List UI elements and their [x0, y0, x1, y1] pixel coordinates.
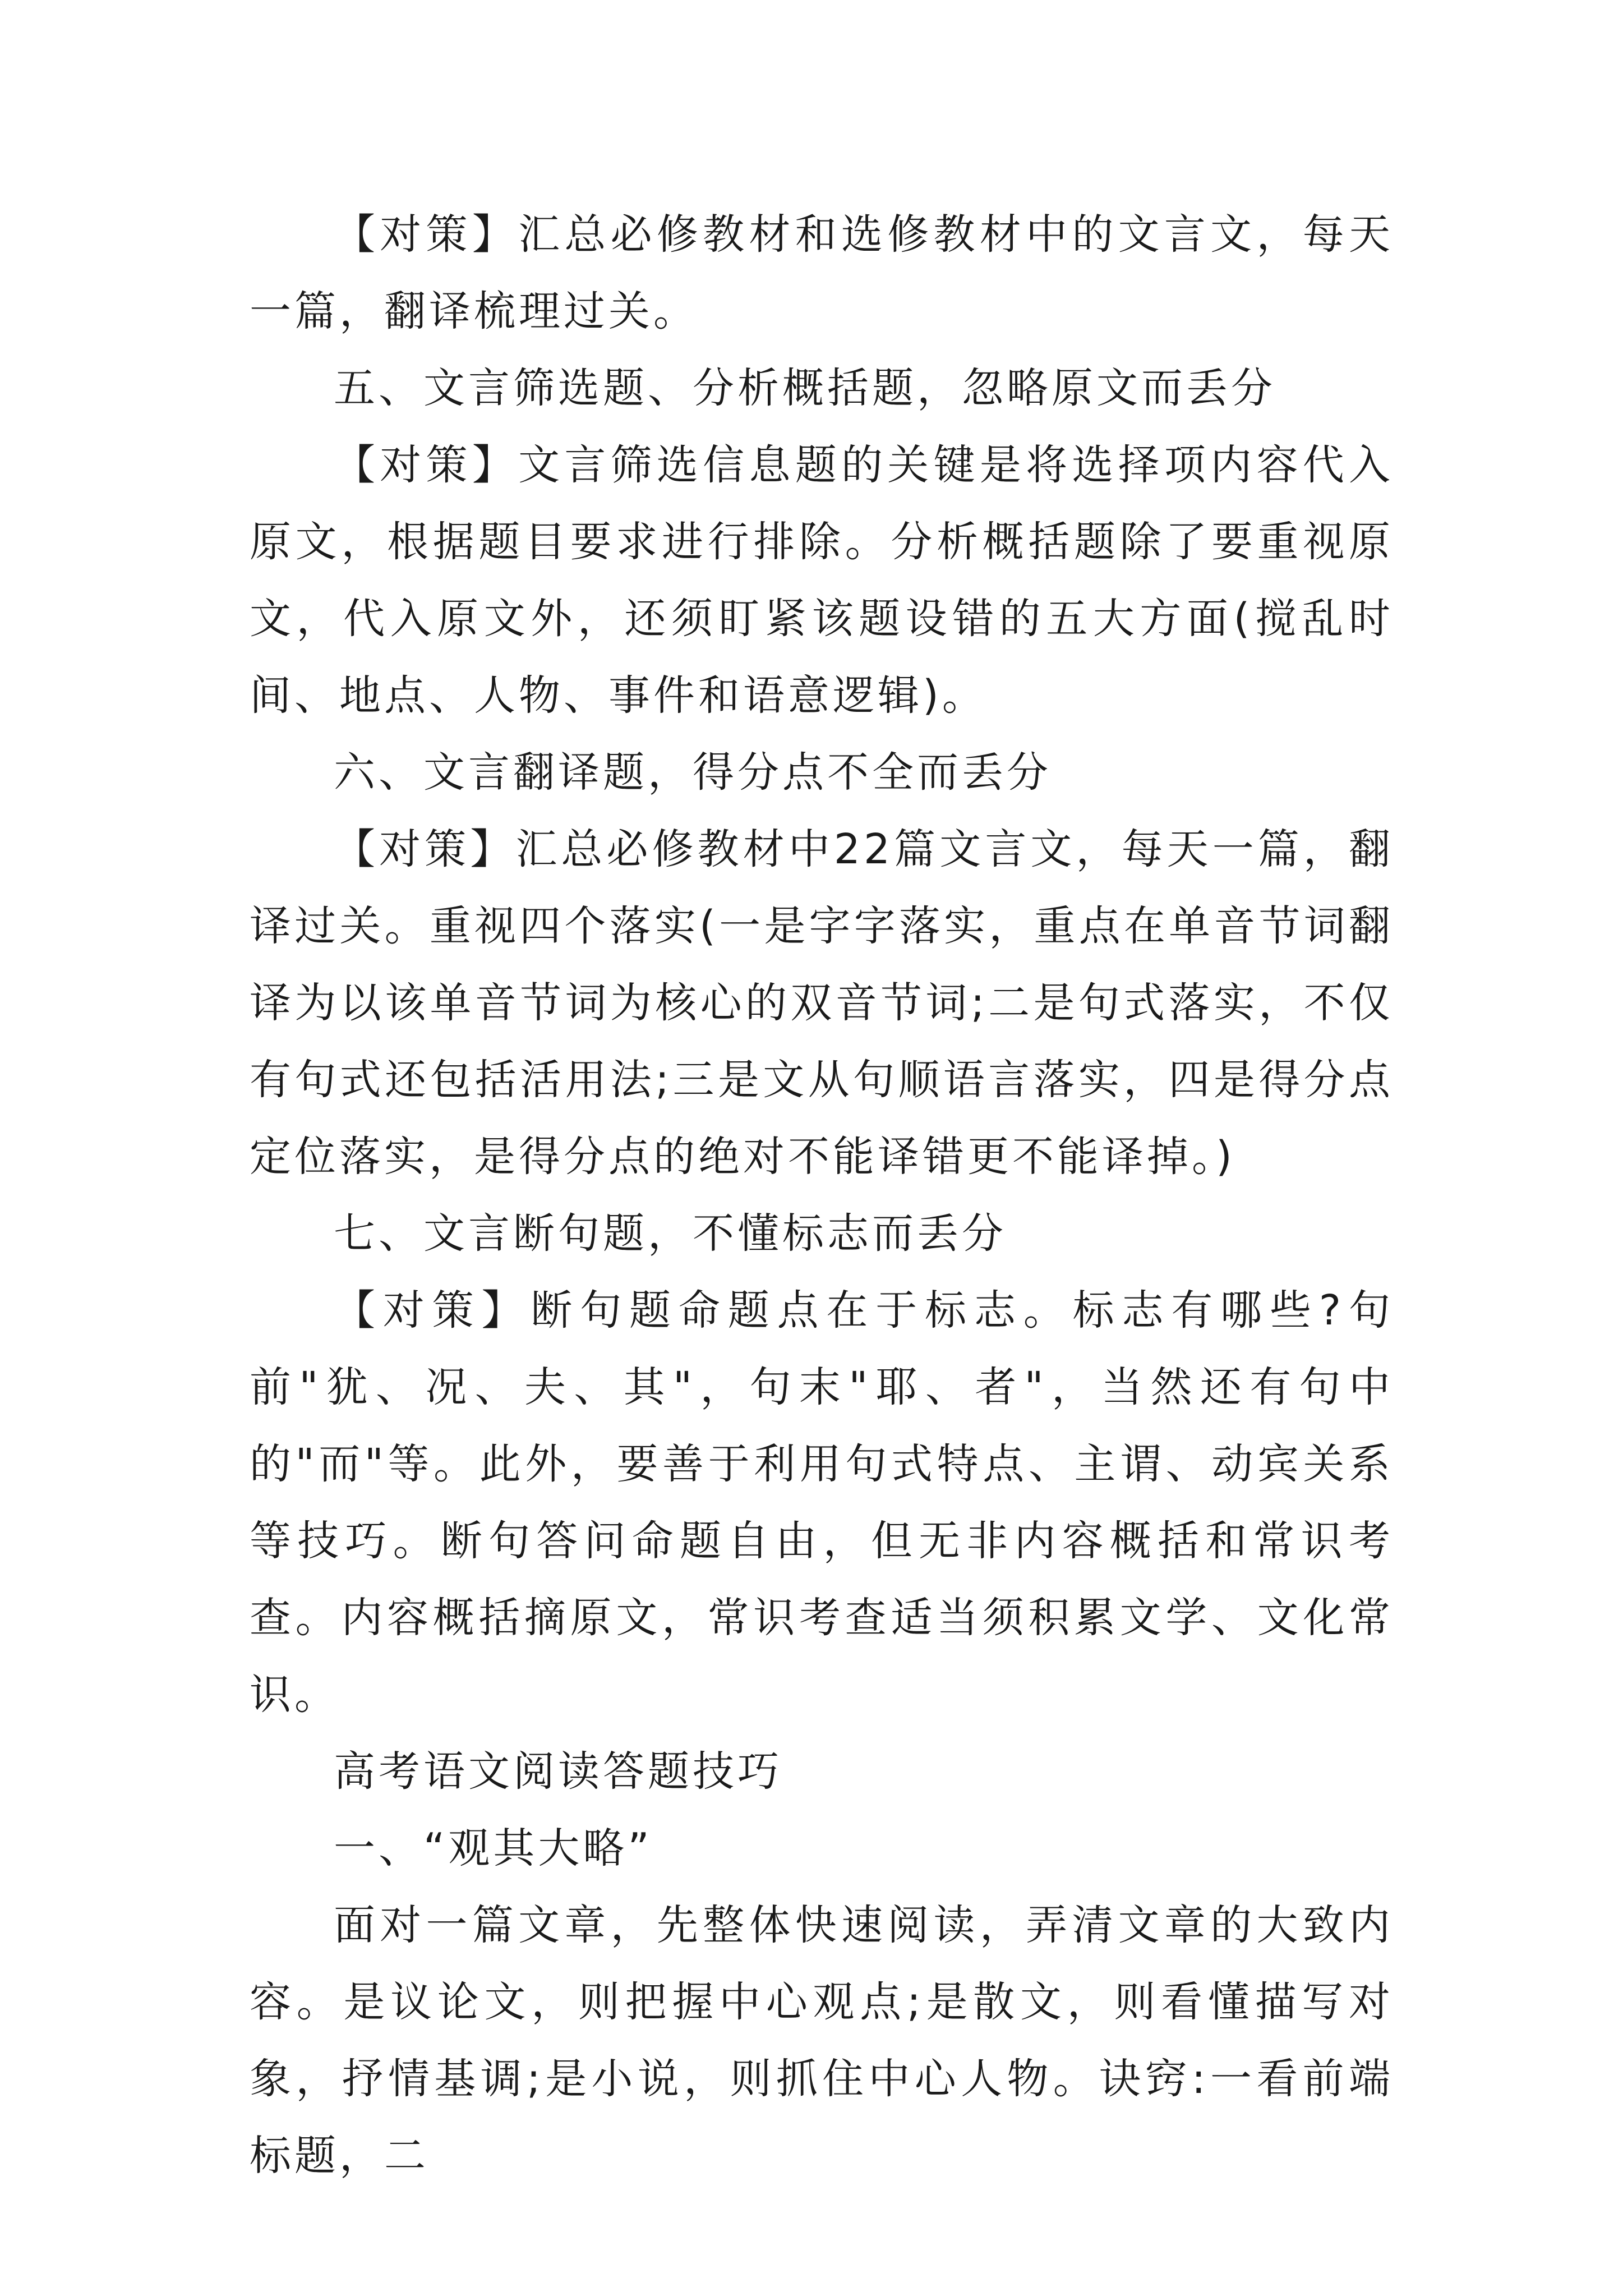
- paragraph-strategy-1: 【对策】汇总必修教材和选修教材中的文言文，每天一篇，翻译梳理过关。: [250, 210, 1394, 335]
- paragraph-strategy-3: 【对策】汇总必修教材中22篇文言文，每天一篇，翻译过关。重视四个落实(一是字字落实，重点在单音节词翻译为以该单音节词为核心的双音节词;二是句式落实，不仅有句式还包括活用法;三是文从句顺语言落实，四是得分点定位落实，是得分点的绝对不能译错更不能译掉。): [250, 825, 1394, 1181]
- section-title-reading-tips: 高考语文阅读答题技巧: [334, 1747, 782, 1796]
- document-body: [250, 196, 1394, 2194]
- paragraph-overview: 面对一篇文章，先整体快速阅读，弄清文章的大致内容。是议论文，则把握中心观点;是散文，则看懂描写对象，抒情基调;是小说，则抓住中心人物。诀窍:一看前端标题，二: [250, 1901, 1394, 2180]
- heading-five: 五、文言筛选题、分析概括题，忽略原文而丢分: [334, 364, 1276, 412]
- paragraph-strategy-2: 【对策】文言筛选信息题的关键是将选择项内容代入原文，根据题目要求进行排除。分析概括题除了要重视原文，代入原文外，还须盯紧该题设错的五大方面(搅乱时间、地点、人物、事件和语意逻辑)。: [250, 441, 1394, 720]
- heading-six: 六、文言翻译题，得分点不全而丢分: [334, 748, 1052, 797]
- heading-seven: 七、文言断句题，不懂标志而丢分: [334, 1209, 1007, 1258]
- heading-one: 一、“观其大略”: [334, 1824, 653, 1872]
- paragraph-strategy-4: 【对策】断句题命题点在于标志。标志有哪些?句前"犹、况、夫、其"，句末"耶、者"，当然还有句中的"而"等。此外，要善于利用句式特点、主谓、动宾关系等技巧。断句答问命题自由，但无非内容概括和常识考查。内容概括摘原文，常识考查适当须积累文学、文化常识。: [250, 1286, 1394, 1719]
